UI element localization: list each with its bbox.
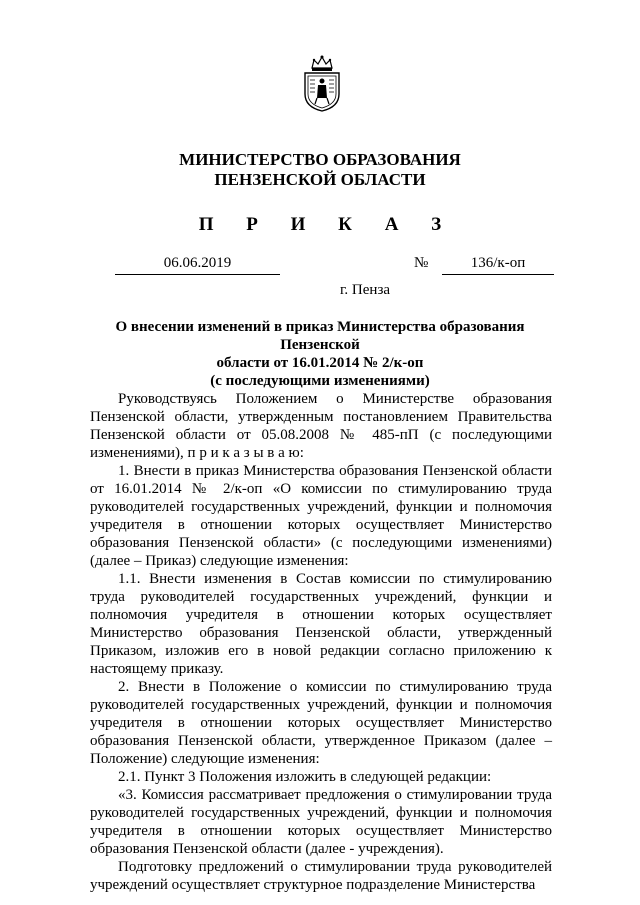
paragraph-clause-3: «3. Комиссия рассматривает предложения о стимулировании труда руководителей государственных учреждений, функции и полномочия учредителя в отношении которых осуществляет Министерство образования Пензенской области (далее - учреждения).	[90, 787, 552, 857]
paragraph-item-1: 1. Внести в приказ Министерства образования Пензенской области от 16.01.2014 № 2/к-оп «О комиссии по стимулированию труда руководителей государственных учреждений, функции и полномочия учредителя в отношении которых осуществляет Министерство образования Пензенской области» (с последующими изменениями) (далее – Приказ) следующие изменения:	[90, 463, 552, 569]
ministry-name-line2: ПЕНЗЕНСКОЙ ОБЛАСТИ	[214, 170, 426, 189]
order-date: 06.06.2019	[115, 255, 280, 275]
number-sign: №	[414, 255, 429, 271]
order-number: 136/к-оп	[442, 255, 554, 275]
paragraph-item-2: 2. Внести в Положение о комиссии по стимулированию труда руководителей государственных учреждений, функции и полномочия учредителя в отношении которых осуществляет Министерство образования Пензенской области, утвержденное Приказом (далее – Положение) следующие изменения:	[90, 679, 552, 767]
subject-line3: (с последующими изменениями)	[210, 373, 430, 389]
paragraph-item-2-1: 2.1. Пункт 3 Положения изложить в следующей редакции:	[118, 769, 492, 785]
subject-line1: О внесении изменений в приказ Министерства образования Пензенской	[115, 319, 525, 353]
paragraph-item-1-1: 1.1. Внести изменения в Состав комиссии по стимулированию труда руководителей государственных учреждений, функции и полномочия учредителя в отношении которых осуществляет Министерство образования Пензенской области, утвержденный Приказом, изложив его в новой редакции согласно приложению к настоящему приказу.	[90, 571, 552, 677]
paragraph-preparation: Подготовку предложений о стимулировании труда руководителей учреждений осуществляет структурное подразделение Министерства	[90, 859, 552, 893]
subject-line2: области от 16.01.2014 № 2/к-оп	[216, 355, 424, 371]
city: г. Пенза	[339, 282, 391, 298]
document-type-title: П Р И К А З	[198, 214, 456, 235]
order-body	[90, 390, 552, 894]
order-subject	[86, 318, 554, 390]
penza-coat-of-arms-icon	[300, 54, 344, 112]
paragraph-preamble: Руководствуясь Положением о Министерстве образования Пензенской области, утвержденным постановлением Правительства Пензенской области от 05.08.2008 № 485-пП (с последующими изменениями), п р и к а з ы в а ю:	[90, 391, 552, 461]
ministry-name-line1: МИНИСТЕРСТВО ОБРАЗОВАНИЯ	[179, 150, 461, 169]
